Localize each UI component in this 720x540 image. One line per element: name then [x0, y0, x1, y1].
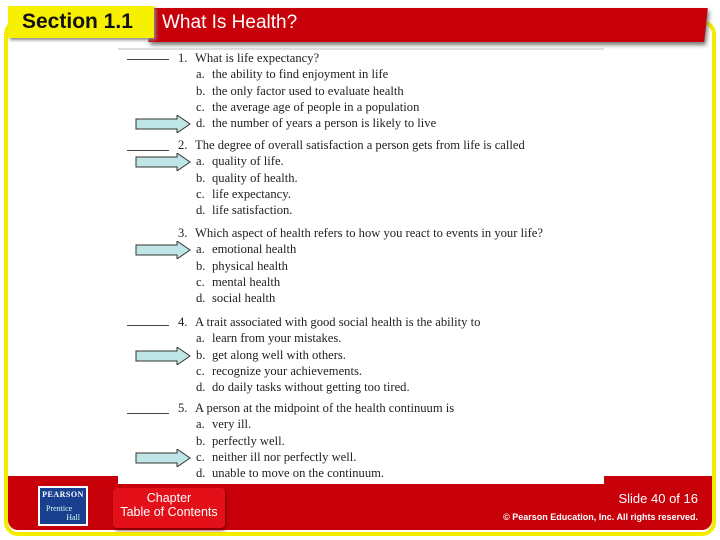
- option-text: life satisfaction.: [212, 203, 293, 218]
- answer-option: [196, 291, 275, 306]
- option-letter: d.: [196, 466, 206, 481]
- option-letter: b.: [196, 258, 206, 273]
- option-letter: c.: [196, 274, 205, 289]
- arrow-icon: [135, 241, 191, 259]
- option-text: mental health: [212, 274, 281, 289]
- option-letter: b.: [196, 347, 206, 362]
- answer-option: [196, 275, 280, 290]
- answer-option: [196, 242, 296, 257]
- option-letter: c.: [196, 99, 205, 114]
- option-text: physical health: [212, 258, 288, 273]
- option-letter: b.: [196, 170, 206, 185]
- answer-option: [196, 171, 298, 186]
- arrow-icon: [135, 115, 191, 133]
- toc-label: Chapter: [146, 491, 192, 505]
- answer-blank: [127, 59, 169, 60]
- answer-option: [196, 380, 410, 395]
- option-text: the number of years a person is likely to live: [212, 116, 437, 131]
- question: [178, 226, 543, 241]
- question-text: A person at the midpoint of the health continuum is: [195, 401, 455, 415]
- question-number: 4.: [178, 315, 188, 329]
- option-letter: c.: [196, 186, 205, 201]
- option-text: emotional health: [212, 242, 297, 257]
- slide-number: Slide 40 of 16: [618, 491, 698, 506]
- option-text: get along well with others.: [212, 347, 346, 362]
- option-text: social health: [212, 291, 276, 306]
- option-text: do daily tasks without getting too tired.: [212, 380, 410, 395]
- option-text: very ill.: [212, 417, 252, 432]
- answer-option: [196, 100, 419, 115]
- question-text: The degree of overall satisfaction a person gets from life is called: [195, 138, 525, 152]
- arrow-icon: [135, 449, 191, 467]
- section-label: Section 1.1: [8, 6, 154, 38]
- answer-blank: [127, 413, 169, 414]
- option-text: recognize your achievements.: [212, 363, 363, 378]
- slide-title: What Is Health?: [162, 12, 298, 33]
- option-text: neither ill nor perfectly well.: [212, 449, 357, 464]
- answer-option: [196, 331, 341, 346]
- option-letter: a.: [196, 154, 205, 169]
- question: [178, 315, 480, 330]
- option-letter: d.: [196, 203, 206, 218]
- logo-text: Prentice: [46, 504, 73, 513]
- answer-option: [196, 259, 288, 274]
- chapter-toc-button[interactable]: [113, 488, 225, 528]
- answer-option: [196, 203, 292, 218]
- answer-option: [196, 434, 285, 449]
- question: [178, 138, 525, 153]
- answer-option: [196, 154, 284, 169]
- question: [178, 51, 319, 66]
- arrow-icon: [135, 347, 191, 365]
- copyright: © Pearson Education, Inc. All rights reserved.: [503, 512, 698, 522]
- option-text: life expectancy.: [212, 186, 291, 201]
- option-letter: a.: [196, 67, 205, 82]
- option-letter: b.: [196, 83, 206, 98]
- answer-option: [196, 187, 291, 202]
- option-letter: c.: [196, 449, 205, 464]
- toc-label: Table of Contents: [120, 505, 218, 519]
- answer-option: [196, 417, 251, 432]
- option-text: quality of health.: [212, 170, 298, 185]
- option-text: the ability to find enjoyment in life: [212, 67, 389, 82]
- option-letter: a.: [196, 417, 205, 432]
- logo-text: Hall: [66, 513, 80, 522]
- option-letter: a.: [196, 242, 205, 257]
- question-number: 3.: [178, 226, 188, 240]
- arrow-icon: [135, 153, 191, 171]
- option-letter: a.: [196, 331, 205, 346]
- option-text: the average age of people in a population: [212, 99, 420, 114]
- pearson-logo[interactable]: [38, 486, 88, 526]
- option-letter: d.: [196, 380, 206, 395]
- answer-option: [196, 364, 362, 379]
- question-text: What is life expectancy?: [195, 51, 320, 65]
- option-text: learn from your mistakes.: [212, 331, 342, 346]
- answer-option: [196, 67, 388, 82]
- answer-blank: [127, 325, 169, 326]
- option-text: unable to move on the continuum.: [212, 466, 385, 481]
- answer-blank: [127, 150, 169, 151]
- logo-text: PEARSON: [42, 490, 84, 499]
- answer-option: [196, 450, 356, 465]
- question: [178, 401, 454, 416]
- option-text: quality of life.: [212, 154, 284, 169]
- option-letter: d.: [196, 116, 206, 131]
- answer-option: [196, 348, 346, 363]
- answer-option: [196, 84, 404, 99]
- option-text: the only factor used to evaluate health: [212, 83, 404, 98]
- question-number: 2.: [178, 138, 188, 152]
- option-letter: d.: [196, 291, 206, 306]
- question-number: 5.: [178, 401, 188, 415]
- question-number: 1.: [178, 51, 188, 65]
- option-letter: c.: [196, 363, 205, 378]
- question-text: A trait associated with good social health is the ability to: [195, 315, 481, 329]
- question-text: Which aspect of health refers to how you react to events in your life?: [195, 226, 543, 240]
- option-letter: b.: [196, 433, 206, 448]
- option-text: perfectly well.: [212, 433, 285, 448]
- answer-option: [196, 466, 384, 481]
- answer-option: [196, 116, 436, 131]
